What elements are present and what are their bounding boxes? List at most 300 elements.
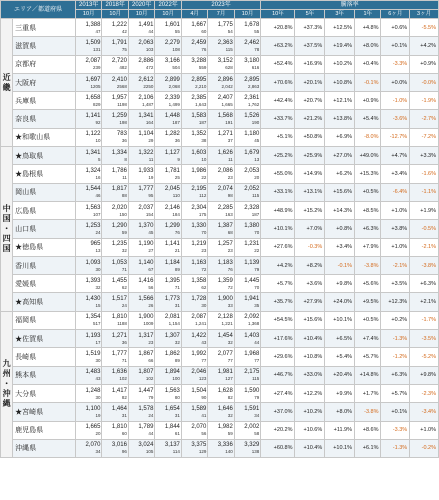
table-row xyxy=(1,293,439,311)
sample-count: 2,042 xyxy=(221,83,233,89)
price-cell xyxy=(234,403,260,421)
month-header: 10月 xyxy=(102,10,128,19)
rate-cell: +0.5% xyxy=(355,183,381,201)
sample-count: 26 xyxy=(148,303,154,309)
price-value: 1,448 xyxy=(164,113,180,120)
sample-count: 2,863 xyxy=(248,83,260,89)
price-cell xyxy=(208,128,234,146)
price-value: 1,981 xyxy=(217,369,233,376)
rate-cell: +6.9% xyxy=(325,128,355,146)
sample-count: 30 xyxy=(95,357,101,363)
rate-cell: +8.0% xyxy=(325,403,355,421)
rate-cell: +9.8% xyxy=(325,275,355,293)
rate-cell: +7.4% xyxy=(355,330,381,348)
sample-count: 1,499 xyxy=(168,101,180,107)
sample-count: 67 xyxy=(148,266,154,272)
sample-count: 38 xyxy=(201,138,207,144)
price-value: 1,678 xyxy=(244,21,260,28)
sample-count: 1,154 xyxy=(168,321,180,327)
sample-count: 62 xyxy=(201,284,207,290)
rate-cell: +1.0% xyxy=(410,421,439,439)
price-cell xyxy=(102,128,128,146)
sample-count: 96 xyxy=(121,449,127,455)
prefecture-name: ★高知県 xyxy=(13,293,76,311)
rate-cell: -0.5% xyxy=(410,220,439,238)
price-cell xyxy=(208,366,234,384)
price-value: 1,447 xyxy=(138,387,154,394)
sample-count: 45 xyxy=(254,138,260,144)
sample-count: 187 xyxy=(198,120,207,126)
price-cell xyxy=(128,403,154,421)
rate-cell: +0.8% xyxy=(325,220,355,238)
price-value: 1,601 xyxy=(164,21,180,28)
price-value: 1,139 xyxy=(244,259,260,266)
price-cell xyxy=(128,110,154,128)
price-cell xyxy=(128,92,154,110)
price-value: 2,053 xyxy=(244,168,260,175)
rate-cell: +27.9% xyxy=(295,293,325,311)
sample-count: 138 xyxy=(251,449,260,455)
price-value: 1,697 xyxy=(85,76,101,83)
table-row xyxy=(1,37,439,55)
month-header: 10月 xyxy=(76,10,102,19)
price-cell xyxy=(155,330,181,348)
sample-count: 36 xyxy=(121,138,127,144)
price-value: 1,219 xyxy=(191,241,207,248)
sample-count: 482 xyxy=(119,65,127,71)
price-value: 2,106 xyxy=(138,94,154,101)
sample-count: 34 xyxy=(95,449,101,455)
price-cell xyxy=(181,220,207,238)
price-value: 1,257 xyxy=(217,241,233,248)
price-cell xyxy=(181,256,207,274)
rate-cell: +12.5% xyxy=(325,19,355,37)
table-row xyxy=(1,403,439,421)
sample-count: 1198 xyxy=(117,101,127,107)
price-value: 2,407 xyxy=(217,94,233,101)
sample-count: 36 xyxy=(121,339,127,345)
sample-count: 80 xyxy=(174,394,180,400)
price-cell xyxy=(128,55,154,73)
sample-count: 32 xyxy=(174,339,180,345)
price-cell xyxy=(102,366,128,384)
sample-count: 110 xyxy=(172,193,180,199)
prefecture-name: ★宮崎県 xyxy=(13,403,76,421)
price-cell xyxy=(76,183,102,201)
rate-cell: +1.0% xyxy=(381,238,410,256)
rate-cell: +54.5% xyxy=(261,311,295,329)
rate-cell: +70.6% xyxy=(261,73,295,91)
price-value: 2,175 xyxy=(244,369,260,376)
price-cell xyxy=(181,330,207,348)
price-cell xyxy=(76,238,102,256)
sample-count: 115 xyxy=(225,46,233,52)
price-value: 1,810 xyxy=(111,314,127,321)
sample-count: 13 xyxy=(254,156,260,162)
price-value: 1,867 xyxy=(138,350,154,357)
price-cell xyxy=(155,275,181,293)
price-value: 1,957 xyxy=(111,94,127,101)
price-cell xyxy=(102,439,128,457)
sample-count: 76 xyxy=(201,46,207,52)
rate-cell: -3.3% xyxy=(381,55,410,73)
price-cell xyxy=(234,330,260,348)
price-value: 2,361 xyxy=(244,94,260,101)
price-value: 1,789 xyxy=(138,424,154,431)
price-cell xyxy=(76,311,102,329)
price-cell xyxy=(208,183,234,201)
sample-count: 30 xyxy=(95,266,101,272)
price-cell xyxy=(128,220,154,238)
rate-cell: -2.1% xyxy=(410,238,439,256)
table-row xyxy=(1,183,439,201)
table-row xyxy=(1,366,439,384)
month-header: 7月 xyxy=(208,10,234,19)
price-cell xyxy=(181,92,207,110)
table-row xyxy=(1,128,439,146)
rate-cell: +0.9% xyxy=(410,55,439,73)
sample-count: 44 xyxy=(148,431,154,437)
price-value: 2,002 xyxy=(244,424,260,431)
prefecture-name: ★徳島県 xyxy=(13,238,76,256)
rate-cell: +12.2% xyxy=(295,384,325,402)
price-value: 1,104 xyxy=(138,131,154,138)
price-value: 1,317 xyxy=(138,332,154,339)
price-cell xyxy=(208,384,234,402)
sample-count: 191 xyxy=(225,120,233,126)
rate-cell: +15.6% xyxy=(325,183,355,201)
rate-cell: +20.4% xyxy=(325,366,355,384)
table-row xyxy=(1,55,439,73)
price-cell xyxy=(208,37,234,55)
price-value: 2,077 xyxy=(217,350,233,357)
rate-cell: +27.4% xyxy=(261,384,295,402)
price-cell xyxy=(155,238,181,256)
sample-count: 107 xyxy=(92,211,101,217)
price-value: 2,462 xyxy=(244,39,260,46)
price-value: 1,163 xyxy=(191,259,207,266)
price-value: 2,886 xyxy=(138,58,154,65)
price-value: 1,322 xyxy=(138,149,154,156)
price-value: 2,304 xyxy=(191,204,207,211)
price-cell xyxy=(102,330,128,348)
rate-cell: +9.8% xyxy=(410,366,439,384)
price-cell xyxy=(76,147,102,165)
price-value: 1,986 xyxy=(191,168,207,175)
price-value: 1,728 xyxy=(191,296,207,303)
price-value: 2,128 xyxy=(217,314,233,321)
rate-cell: +7.9% xyxy=(355,238,381,256)
price-value: 1,455 xyxy=(111,277,127,284)
sample-count: 27 xyxy=(148,248,154,254)
sample-count: 77 xyxy=(254,357,260,363)
sample-count: 19 xyxy=(148,175,154,181)
rate-cell: +5.4% xyxy=(325,348,355,366)
rate-cell: -2.7% xyxy=(410,110,439,128)
sample-count: 77 xyxy=(227,357,233,363)
price-cell xyxy=(208,256,234,274)
sample-count: 13 xyxy=(95,248,101,254)
rate-cell: +10.4% xyxy=(295,439,325,457)
price-value: 1,491 xyxy=(138,21,154,28)
price-value: 1,544 xyxy=(85,186,101,193)
rate-cell: +20.8% xyxy=(261,19,295,37)
sample-count: 23 xyxy=(148,339,154,345)
sample-count: 72 xyxy=(227,284,233,290)
price-value: 1,299 xyxy=(164,222,180,229)
rate-cell: +0.1% xyxy=(381,403,410,421)
table-row xyxy=(1,73,439,91)
rate-cell: -6.4% xyxy=(381,183,410,201)
sample-count: 30 xyxy=(201,303,207,309)
rate-cell: +16.9% xyxy=(295,55,325,73)
price-value: 1,141 xyxy=(164,241,180,248)
price-cell xyxy=(102,311,128,329)
price-value: 1,862 xyxy=(164,350,180,357)
rate-cell: +33.7% xyxy=(261,110,295,128)
rate-cell: +11.9% xyxy=(325,421,355,439)
price-cell xyxy=(102,256,128,274)
sample-count: 21 xyxy=(174,248,180,254)
sample-count: 184 xyxy=(172,211,180,217)
month-header: 10月 xyxy=(128,10,154,19)
rate-cell: -0.2% xyxy=(410,439,439,457)
price-value: 1,817 xyxy=(111,186,127,193)
rate-cell: +4.2% xyxy=(410,37,439,55)
rate-col-header: 5年 xyxy=(295,10,325,19)
price-value: 1,626 xyxy=(217,149,233,156)
sample-count: 72 xyxy=(201,266,207,272)
sample-count: 31 xyxy=(174,412,180,418)
table-row xyxy=(1,439,439,457)
price-cell xyxy=(76,348,102,366)
price-value: 1,271 xyxy=(217,131,233,138)
sample-count: 100 xyxy=(172,376,180,382)
price-value: 2,063 xyxy=(138,39,154,46)
sample-count: 88 xyxy=(121,193,127,199)
price-value: 1,341 xyxy=(85,149,101,156)
price-value: 1,282 xyxy=(164,131,180,138)
price-value: 1,122 xyxy=(85,131,101,138)
price-cell xyxy=(155,55,181,73)
rate-cell: +4.2% xyxy=(261,256,295,274)
rate-cell: -2.1% xyxy=(381,256,410,274)
price-cell xyxy=(155,439,181,457)
sample-count: 44 xyxy=(148,28,154,34)
price-cell xyxy=(208,73,234,91)
sample-count: 19 xyxy=(95,412,101,418)
price-value: 1,253 xyxy=(85,222,101,229)
sample-count: 70 xyxy=(254,284,260,290)
rate-cell: -1.1% xyxy=(410,183,439,201)
month-header: 10月 xyxy=(155,10,181,19)
price-value: 1,370 xyxy=(138,222,154,229)
price-cell xyxy=(102,421,128,439)
price-value: 1,358 xyxy=(191,277,207,284)
sample-count: 79 xyxy=(254,266,260,272)
sample-count: 472 xyxy=(145,65,154,71)
table-row xyxy=(1,220,439,238)
sample-count: 55 xyxy=(254,28,260,34)
price-cell xyxy=(76,421,102,439)
price-cell xyxy=(234,293,260,311)
region-label: 中国・四国 xyxy=(1,147,13,312)
sample-count: 71 xyxy=(174,284,180,290)
sample-count: 504 xyxy=(172,65,180,71)
price-cell xyxy=(234,165,260,183)
rate-cell: +55.0% xyxy=(261,165,295,183)
price-cell xyxy=(208,311,234,329)
price-cell xyxy=(128,311,154,329)
sample-count: 175 xyxy=(198,211,207,217)
rate-cell: -3.6% xyxy=(381,110,410,128)
prefecture-name: 鹿児島県 xyxy=(13,421,76,439)
sample-count: 2,068 xyxy=(168,83,180,89)
price-cell xyxy=(155,421,181,439)
price-value: 1,354 xyxy=(85,314,101,321)
rate-cell: -1.2% xyxy=(381,348,410,366)
price-value: 1,791 xyxy=(111,39,127,46)
rate-cell: +1.7% xyxy=(355,384,381,402)
sample-count: 5 xyxy=(97,156,101,162)
sample-count: 70 xyxy=(254,229,260,235)
sample-count: 11 xyxy=(228,156,233,162)
rate-cell: -1.3% xyxy=(381,330,410,348)
price-value: 1,526 xyxy=(244,113,260,120)
sample-count: 127 xyxy=(225,376,233,382)
price-value: 1,807 xyxy=(138,369,154,376)
rate-cell: +9.5% xyxy=(355,293,381,311)
sample-count: 44 xyxy=(254,339,260,345)
price-cell xyxy=(102,293,128,311)
rate-cell: +3.6% xyxy=(295,275,325,293)
price-value: 1,563 xyxy=(85,204,101,211)
price-value: 2,070 xyxy=(191,424,207,431)
rate-cell: +1.0% xyxy=(381,201,410,219)
table-row xyxy=(1,19,439,37)
sample-count: 123 xyxy=(198,376,207,382)
price-value: 3,152 xyxy=(217,58,233,65)
sample-count: 1,643 xyxy=(195,101,207,107)
sample-count: 76 xyxy=(174,229,180,235)
rate-cell: +0.4% xyxy=(355,55,381,73)
price-value: 2,612 xyxy=(138,76,154,83)
price-cell xyxy=(155,366,181,384)
sample-count: 55 xyxy=(174,28,180,34)
price-cell xyxy=(128,293,154,311)
price-value: 2,895 xyxy=(244,76,260,83)
price-value: 1,100 xyxy=(85,405,101,412)
price-cell xyxy=(155,92,181,110)
price-cell xyxy=(208,220,234,238)
rate-cell: +6.3% xyxy=(410,275,439,293)
price-cell xyxy=(208,165,234,183)
rate-cell: +24.0% xyxy=(325,293,355,311)
price-cell xyxy=(234,92,260,110)
sample-count: 1188 xyxy=(117,321,127,327)
price-cell xyxy=(155,403,181,421)
sample-count: 154 xyxy=(145,211,154,217)
price-cell xyxy=(102,403,128,421)
rate-cell: +50.8% xyxy=(295,128,325,146)
rate-cell: +5.7% xyxy=(381,384,410,402)
rate-cell: +7.0% xyxy=(295,220,325,238)
price-value: 1,563 xyxy=(164,387,180,394)
sample-count: 32 xyxy=(227,412,233,418)
rate-cell: +5.6% xyxy=(355,275,381,293)
price-value: 2,363 xyxy=(217,39,233,46)
year-2023-header: 2023年 xyxy=(181,1,260,10)
rate-cell: +35.7% xyxy=(261,293,295,311)
price-cell xyxy=(234,147,260,165)
sample-count: 76 xyxy=(227,266,233,272)
sample-count: 150 xyxy=(119,211,127,217)
price-cell xyxy=(128,37,154,55)
table-row xyxy=(1,256,439,274)
price-value: 2,899 xyxy=(164,76,180,83)
price-value: 1,190 xyxy=(138,241,154,248)
rate-cell: +14.9% xyxy=(295,165,325,183)
rate-cell: +46.7% xyxy=(261,366,295,384)
price-cell xyxy=(155,128,181,146)
price-cell xyxy=(155,311,181,329)
rate-cell: -0.1% xyxy=(355,73,381,91)
price-cell xyxy=(128,275,154,293)
price-cell xyxy=(155,293,181,311)
price-cell xyxy=(102,55,128,73)
price-value: 1,777 xyxy=(138,186,154,193)
price-value: 1,665 xyxy=(85,424,101,431)
region-label: 九州・沖縄 xyxy=(1,311,13,457)
price-cell xyxy=(128,165,154,183)
price-cell xyxy=(234,348,260,366)
price-value: 2,020 xyxy=(111,204,127,211)
price-value: 1,183 xyxy=(217,259,233,266)
rate-cell: +9.9% xyxy=(325,384,355,402)
price-value: 2,385 xyxy=(191,94,207,101)
sample-count: 41 xyxy=(201,412,207,418)
price-cell xyxy=(208,275,234,293)
price-value: 1,900 xyxy=(138,314,154,321)
sample-count: 190 xyxy=(251,120,260,126)
price-value: 1,403 xyxy=(244,332,260,339)
price-value: 2,081 xyxy=(164,314,180,321)
rate-cell: +60.8% xyxy=(261,439,295,457)
price-cell xyxy=(155,37,181,55)
sample-count: 77 xyxy=(201,357,207,363)
price-cell xyxy=(128,201,154,219)
price-cell xyxy=(181,201,207,219)
price-cell xyxy=(208,147,234,165)
rate-col-header: 3ヶ月 xyxy=(410,10,439,19)
rate-cell: +3.8% xyxy=(381,220,410,238)
sample-count: 8 xyxy=(124,156,127,162)
price-value: 1,667 xyxy=(191,21,207,28)
sample-count: 187 xyxy=(172,120,180,126)
price-cell xyxy=(181,55,207,73)
sample-count: 23 xyxy=(227,248,233,254)
price-cell xyxy=(234,110,260,128)
sample-count: 78 xyxy=(254,46,260,52)
price-value: 1,290 xyxy=(111,222,127,229)
price-value: 1,417 xyxy=(111,387,127,394)
table-row xyxy=(1,421,439,439)
price-value: 2,092 xyxy=(244,314,260,321)
price-value: 3,329 xyxy=(244,442,260,449)
rate-cell: +37.3% xyxy=(295,19,325,37)
price-cell xyxy=(76,19,102,37)
sample-count: 2568 xyxy=(116,83,127,89)
